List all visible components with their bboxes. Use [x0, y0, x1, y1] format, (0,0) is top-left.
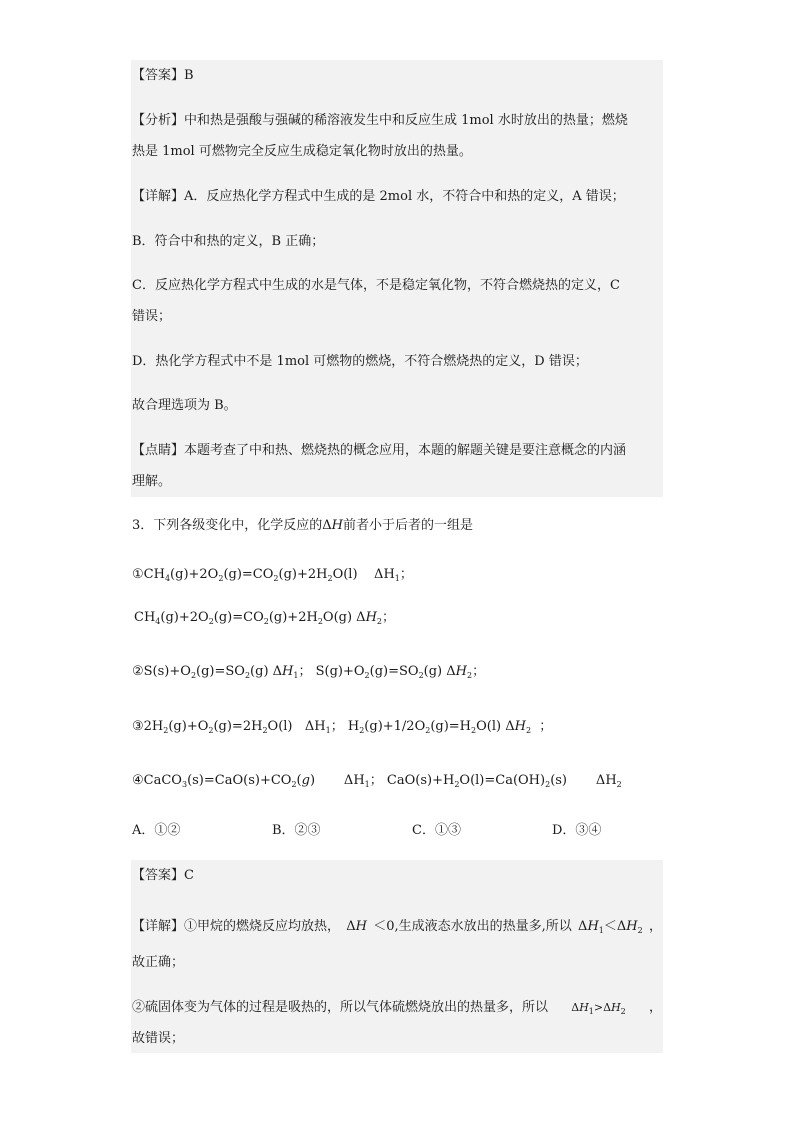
equation-1a: $①CH_4(g)+2O_2(g)=CO_2(g)+2H_2O(l)$ $\Delta H_1$； — [132, 567, 413, 583]
detail-c-line-1: C．反应热化学方程式中生成的水是气体，不是稳定氧化物，不符合燃烧热的定义，C — [132, 278, 620, 293]
detail-2-line-1: ②硫固体变为气体的过程是吸热的，所以气体硫燃烧放出的热量多，所以 $\Delta H_1>\Delta H_2$ ， — [132, 1000, 662, 1016]
equation-1b: $CH_4(g)+2O_2(g)=CO_2(g)+2H_2O(g)$ $\Delta H_2$； — [134, 610, 396, 626]
options-row — [132, 822, 692, 840]
detail-2-line-2: 故错误； — [132, 1031, 185, 1046]
option-d: D．③④ — [552, 823, 602, 838]
conclusion: 故合理选项为 B。 — [132, 398, 237, 413]
answer-block-2 — [131, 860, 663, 1053]
option-a: A．①② — [132, 823, 181, 838]
detail-a: 【详解】A．反应热化学方程式中生成的是 2mol 水，不符合中和热的定义，A 错误； — [132, 189, 625, 204]
analysis-line-1: 【分析】中和热是强酸与强碱的稀溶液发生中和反应生成 1mol 水时放出的热量；燃烧 — [132, 113, 628, 128]
delta-h-symbol: ΔH — [322, 518, 344, 533]
analysis-line-2: 热是 1mol 可燃物完全反应生成稳定氧化物时放出的热量。 — [132, 144, 472, 159]
comment-line-1: 【点睛】本题考查了中和热、燃烧热的概念应用，本题的解题关键是要注意概念的内涵 — [132, 443, 627, 458]
answer-1: 【答案】B — [132, 68, 194, 83]
option-c: C．①③ — [412, 823, 461, 838]
option-b: B．②③ — [272, 823, 321, 838]
equation-3: $③2H_2(g)+O_2(g)=2H_2O(l)$ $\Delta H_1$； $H_2(g)+1/2O_2(g)=H_2O(l)$ $\Delta H_2$ ； — [132, 719, 553, 735]
equation-4: $④CaCO_3(s)=CaO(s)+CO_2(g)$ $\Delta H_1$； $CaO(s)+H_2O(l)=Ca(OH)_2(s)$ $\Delta H_2$ — [132, 773, 622, 789]
answer-2: 【答案】C — [132, 868, 194, 883]
detail-b: B．符合中和热的定义，B 正确； — [132, 234, 325, 249]
detail-1-line-2: 故正确； — [132, 955, 185, 970]
comment-line-2: 理解。 — [132, 474, 172, 489]
equation-2: $②S(s)+O_2(g)=SO_2(g)$ $\Delta H_1$； $S(g)+O_2(g)=SO_2(g)$ $\Delta H_2$； — [132, 664, 486, 680]
detail-c-line-2: 错误； — [132, 309, 172, 324]
detail-1-line-1: 【详解】①甲烷的燃烧反应均放热， ΔH ＜0,生成液态水放出的热量多,所以 $\Delta H_1<\Delta H_2$ ， — [132, 919, 662, 935]
question-3-stem: 3．下列各级变化中，化学反应的ΔH前者小于后者的一组是 — [132, 518, 474, 533]
detail-d: D．热化学方程式中不是 1mol 可燃物的燃烧，不符合燃烧热的定义，D 错误； — [132, 354, 588, 369]
